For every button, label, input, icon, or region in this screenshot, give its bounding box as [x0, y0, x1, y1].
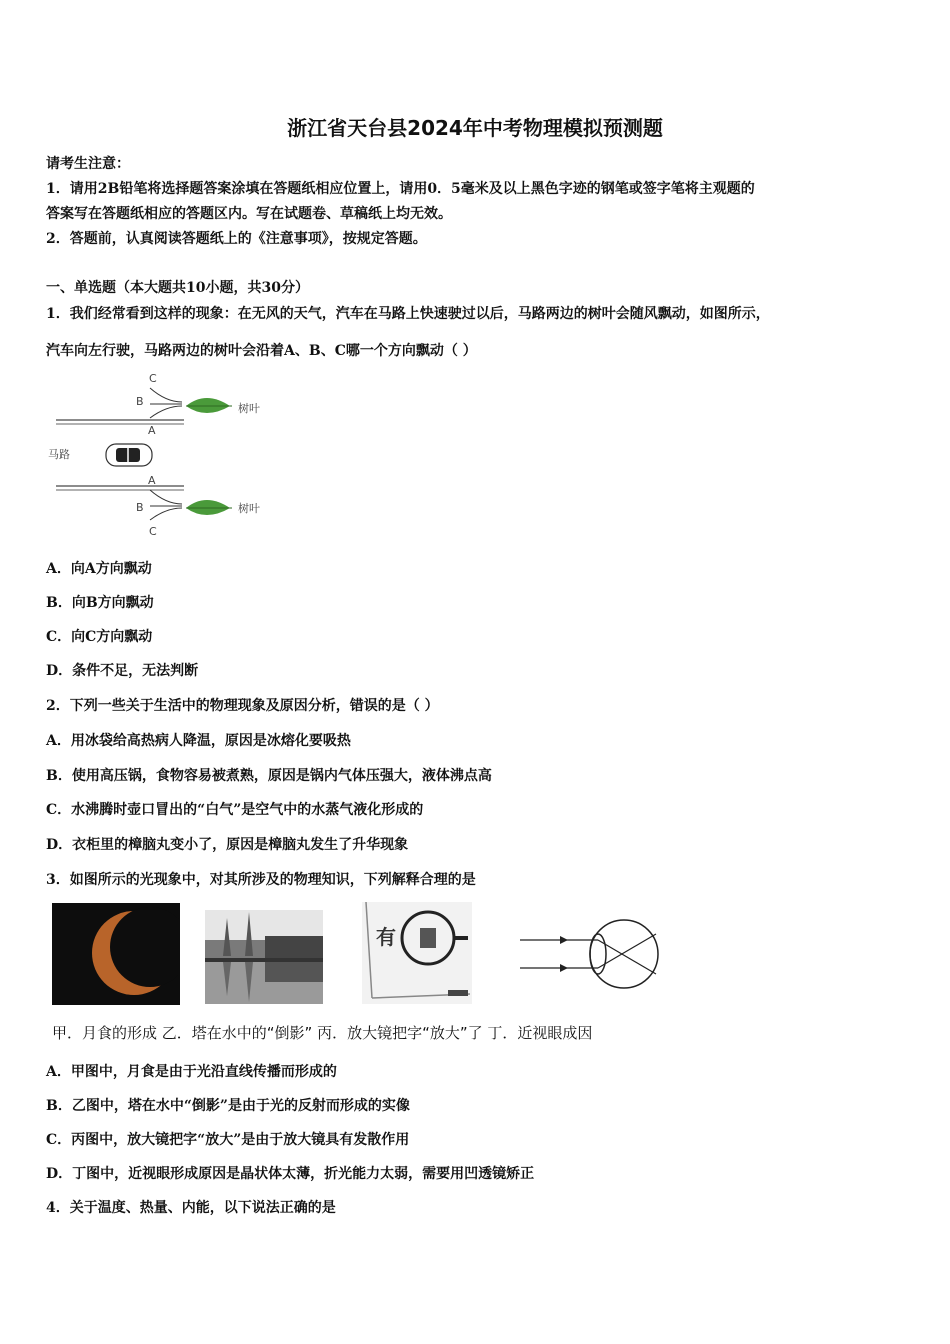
road-label: 马路	[48, 448, 70, 461]
label-c-bottom: C	[149, 525, 157, 538]
q3-option-b: B．乙图中，塔在水中“倒影”是由于光的反射而形成的实像	[46, 1098, 410, 1114]
q2-option-b: B．使用高压锅，食物容易被煮熟，原因是锅内气体压强大，液体沸点高	[46, 768, 492, 784]
q2-stem: 2．下列一些关于生活中的物理现象及原因分析，错误的是（ ）	[46, 698, 439, 714]
label-a-top: A	[148, 424, 156, 437]
notice-item-1-cont: 答案写在答题纸相应的答题区内。写在试题卷、草稿纸上均无效。	[46, 206, 452, 222]
notice-item-2: 2．答题前，认真阅读答题纸上的《注意事项》，按规定答题。	[46, 231, 427, 247]
car-icon	[106, 444, 152, 466]
myopia-eye-diagram	[520, 918, 660, 990]
label-a-bottom: A	[148, 474, 156, 487]
label-b-top: B	[136, 395, 144, 408]
lunar-eclipse-image	[52, 903, 180, 1005]
q3-option-c: C．丙图中，放大镜把字“放大”是由于放大镜具有发散作用	[46, 1132, 410, 1148]
q3-stem: 3．如图所示的光现象中，对其所涉及的物理知识，下列解释合理的是	[46, 872, 476, 888]
magnified-text: 有	[376, 925, 396, 949]
label-b-bottom: B	[136, 501, 144, 514]
eye-icon	[590, 920, 658, 988]
notice-item-1: 1．请用2B铅笔将选择题答案涂填在答题纸相应位置上，请用0．5毫米及以上黑色字迹的钢笔或签字笔将主观题的	[46, 181, 755, 197]
magnifier-image	[362, 902, 472, 1004]
leaf-label-bottom: 树叶	[238, 502, 260, 515]
q3-option-a: A．甲图中，月食是由于光沿直线传播而形成的	[46, 1064, 337, 1080]
q1-option-d: D．条件不足，无法判断	[46, 663, 199, 679]
q3-option-d: D．丁图中，近视眼形成原因是晶状体太薄，折光能力太弱，需要用凹透镜矫正	[46, 1166, 535, 1182]
q1-option-a: A．向A方向飘动	[46, 561, 152, 577]
q2-option-c: C．水沸腾时壶口冒出的“白气”是空气中的水蒸气液化形成的	[46, 802, 424, 818]
q1-stem-cont: 汽车向左行驶，马路两边的树叶会沿着A、B、C哪一个方向飘动（ ）	[46, 343, 477, 359]
notice-heading: 请考生注意：	[46, 156, 130, 172]
q4-stem: 4．关于温度、热量、内能，以下说法正确的是	[46, 1200, 336, 1216]
q2-option-a: A．用冰袋给高热病人降温，原因是冰熔化要吸热	[46, 733, 351, 749]
section-heading: 一、单选题（本大题共10小题，共30分）	[46, 280, 309, 296]
q1-option-b: B．向B方向飘动	[46, 595, 154, 611]
q1-road-figure	[46, 368, 276, 540]
label-c-top: C	[149, 372, 157, 385]
q3-figure-caption: 甲．月食的形成 乙．塔在水中的“倒影” 丙．放大镜把字“放大”了 丁．近视眼成因	[52, 1024, 593, 1042]
q1-option-c: C．向C方向飘动	[46, 629, 153, 645]
page-title: 浙江省天台县2024年中考物理模拟预测题	[287, 116, 663, 140]
leaf-label-top: 树叶	[238, 402, 260, 415]
q2-option-d: D．衣柜里的樟脑丸变小了，原因是樟脑丸发生了升华现象	[46, 837, 409, 853]
tower-reflection-image	[205, 910, 323, 1004]
q1-stem: 1．我们经常看到这样的现象：在无风的天气，汽车在马路上快速驶过以后，马路两边的树叶会随风飘动，如图所示，	[46, 306, 770, 322]
